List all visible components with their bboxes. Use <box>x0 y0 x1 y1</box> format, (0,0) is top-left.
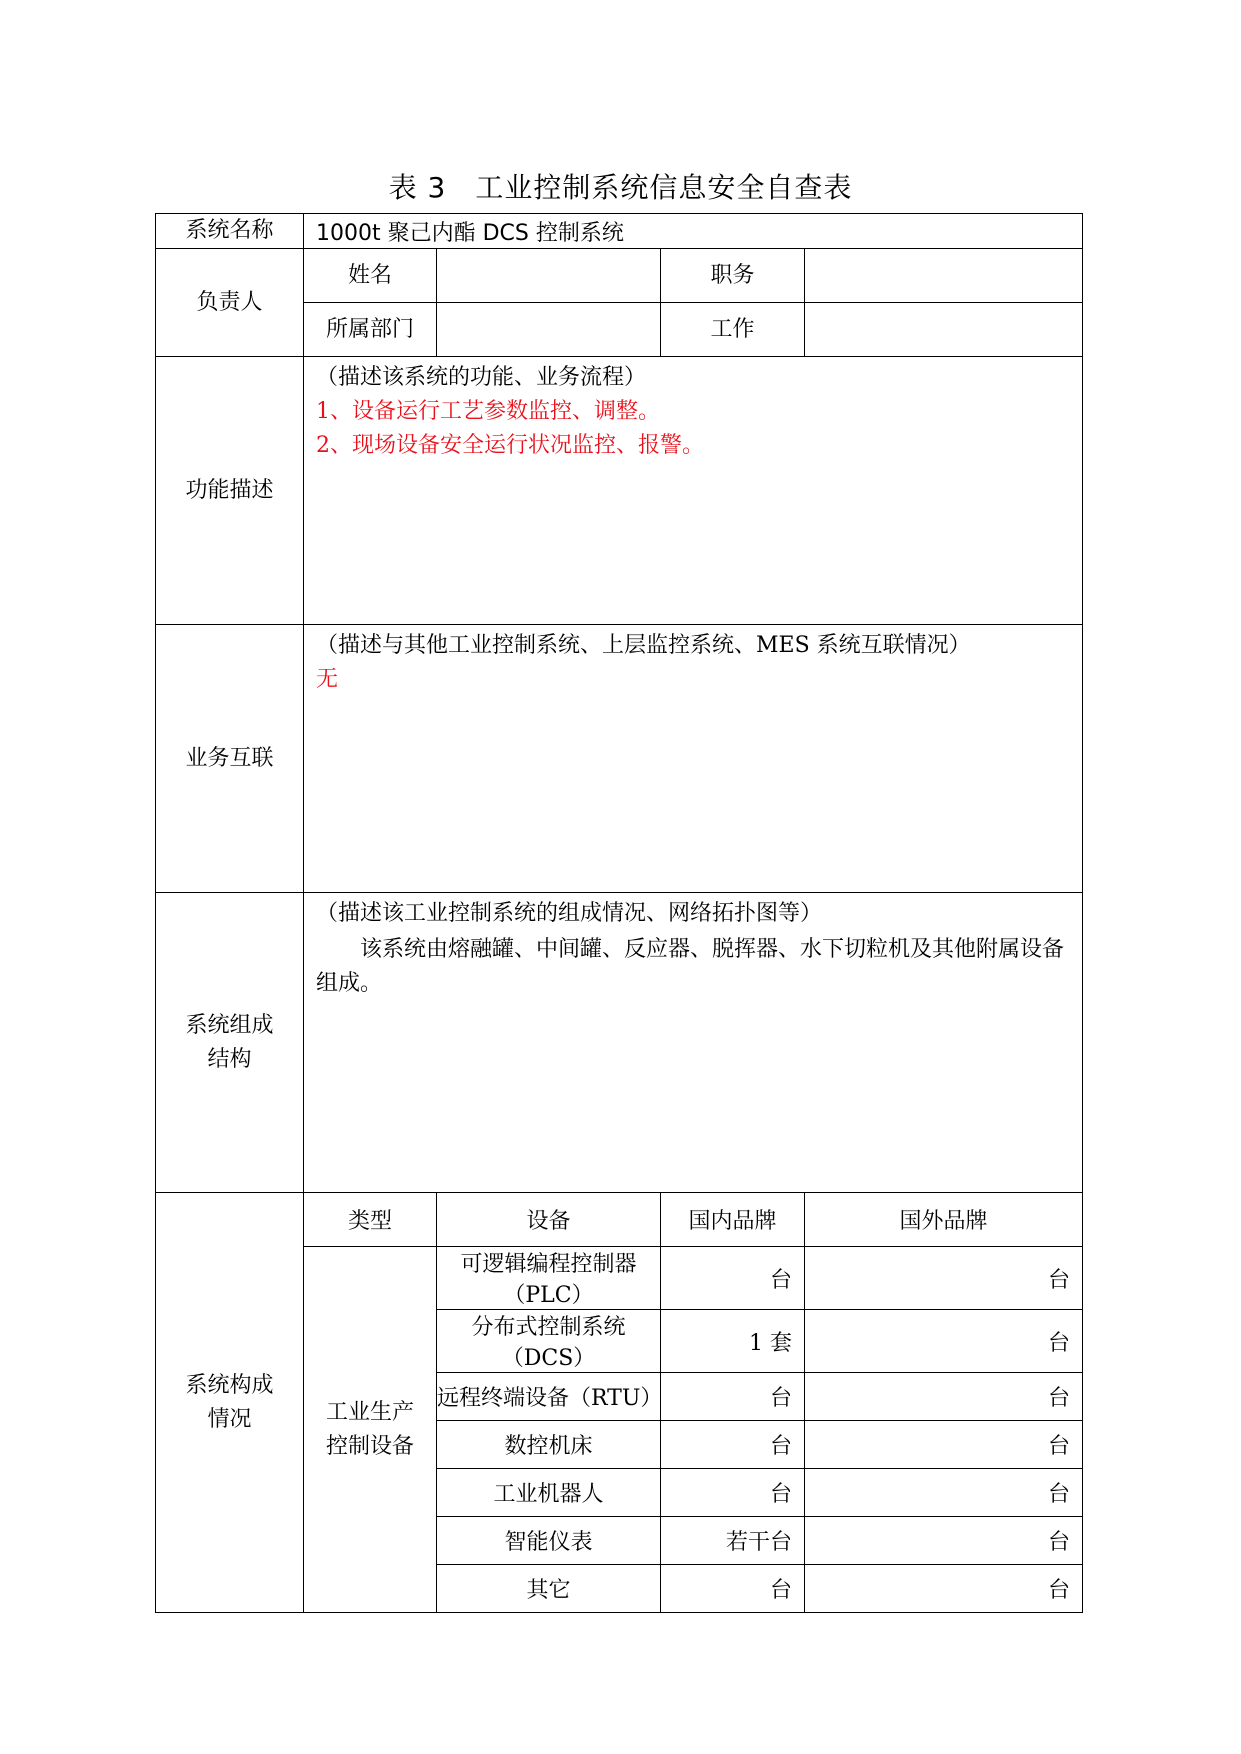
type-line2: 控制设备 <box>325 1433 414 1459</box>
device-cell: 工业机器人 <box>437 1469 661 1517</box>
domestic-count-cell[interactable]: 台 <box>661 1565 805 1613</box>
system-name-label: 系统名称 <box>156 214 304 249</box>
header-foreign-brand: 国外品牌 <box>805 1193 1083 1247</box>
position-label: 职务 <box>661 249 805 303</box>
structure-description-field[interactable] <box>304 893 1083 1193</box>
structure-label <box>156 893 304 1193</box>
self-check-table <box>155 213 1083 1613</box>
interconnect-row <box>156 625 1083 893</box>
page-title: 表 3 工业控制系统信息安全自查表 <box>388 171 853 204</box>
device-cell: 可逻辑编程控制器（PLC） <box>437 1247 661 1310</box>
domestic-count-cell[interactable]: 台 <box>661 1247 805 1310</box>
position-field[interactable] <box>805 249 1083 303</box>
function-item-1: 1、设备运行工艺参数监控、调整。 <box>316 399 660 424</box>
composition-label <box>156 1193 304 1613</box>
composition-label-line1: 系统构成 <box>185 1372 274 1398</box>
foreign-count-cell[interactable]: 台 <box>805 1373 1083 1421</box>
foreign-count-cell[interactable]: 台 <box>805 1247 1083 1310</box>
composition-label-line2: 情况 <box>207 1406 252 1432</box>
domestic-count-cell[interactable]: 1 套 <box>661 1310 805 1373</box>
owner-row-1 <box>156 249 1083 303</box>
device-cell: 远程终端设备（RTU） <box>437 1373 661 1421</box>
system-name-value[interactable]: 1000t 聚己内酯 DCS 控制系统 <box>304 214 1083 249</box>
department-label: 所属部门 <box>304 303 437 357</box>
function-description-field[interactable] <box>304 357 1083 625</box>
structure-value: 该系统由熔融罐、中间罐、反应器、脱挥器、水下切粒机及其他附属设备组成。 <box>316 937 1065 996</box>
foreign-count-cell[interactable]: 台 <box>805 1421 1083 1469</box>
foreign-count-cell[interactable]: 台 <box>805 1310 1083 1373</box>
device-cell: 分布式控制系统（DCS） <box>437 1310 661 1373</box>
work-field[interactable] <box>805 303 1083 357</box>
domestic-count-cell[interactable]: 台 <box>661 1421 805 1469</box>
structure-label-line1: 系统组成 <box>185 1012 274 1038</box>
foreign-count-cell[interactable]: 台 <box>805 1469 1083 1517</box>
foreign-count-cell[interactable]: 台 <box>805 1565 1083 1613</box>
department-field[interactable] <box>437 303 661 357</box>
foreign-count-cell[interactable]: 台 <box>805 1517 1083 1565</box>
header-domestic-brand: 国内品牌 <box>661 1193 805 1247</box>
owner-label: 负责人 <box>156 249 304 357</box>
type-cell <box>304 1247 437 1613</box>
header-device: 设备 <box>437 1193 661 1247</box>
structure-row <box>156 893 1083 1193</box>
name-label: 姓名 <box>304 249 437 303</box>
device-cell: 其它 <box>437 1565 661 1613</box>
interconnect-hint: （描述与其他工业控制系统、上层监控系统、MES 系统互联情况） <box>316 633 971 658</box>
function-hint: （描述该系统的功能、业务流程） <box>316 365 647 390</box>
domestic-count-cell[interactable]: 若干台 <box>661 1517 805 1565</box>
function-row <box>156 357 1083 625</box>
function-item-2: 2、现场设备安全运行状况监控、报警。 <box>316 433 704 458</box>
structure-label-line2: 结构 <box>207 1046 252 1072</box>
type-line1: 工业生产 <box>325 1399 414 1425</box>
interconnect-value: 无 <box>316 667 339 692</box>
structure-hint: （描述该工业控制系统的组成情况、网络拓扑图等） <box>316 901 823 926</box>
domestic-count-cell[interactable]: 台 <box>661 1469 805 1517</box>
header-type: 类型 <box>304 1193 437 1247</box>
interconnect-description-field[interactable] <box>304 625 1083 893</box>
work-label: 工作 <box>661 303 805 357</box>
interconnect-label: 业务互联 <box>156 625 304 893</box>
device-cell: 数控机床 <box>437 1421 661 1469</box>
domestic-count-cell[interactable]: 台 <box>661 1373 805 1421</box>
name-field[interactable] <box>437 249 661 303</box>
system-name-row <box>156 214 1083 249</box>
function-label: 功能描述 <box>156 357 304 625</box>
device-cell: 智能仪表 <box>437 1517 661 1565</box>
composition-header-row <box>156 1193 1083 1247</box>
